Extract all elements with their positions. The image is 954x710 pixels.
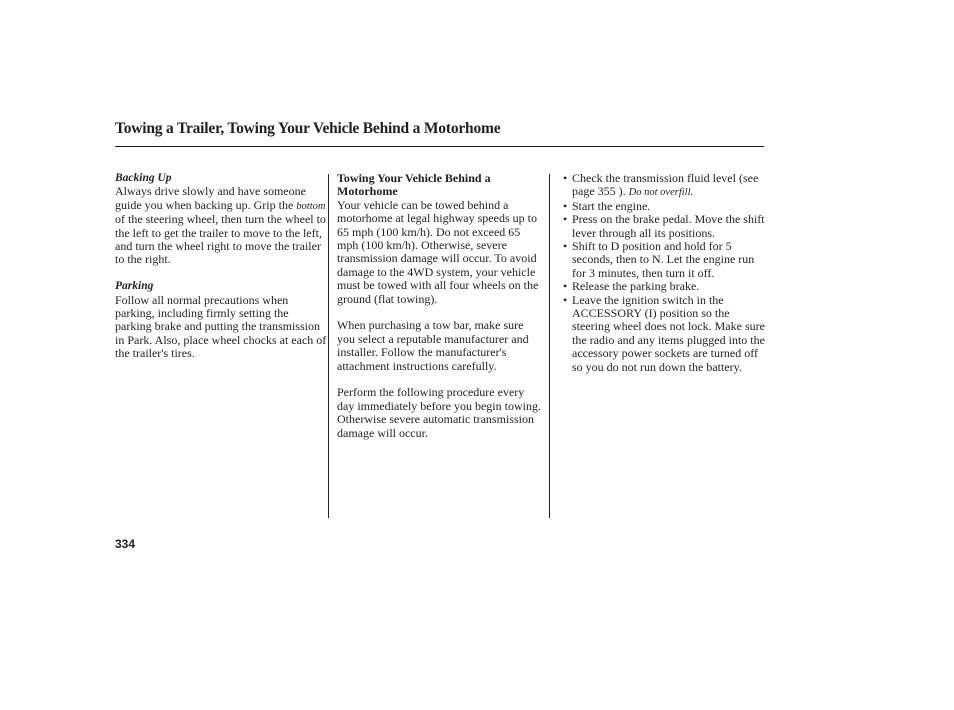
title-rule bbox=[115, 146, 764, 147]
backing-up-text-a: Always drive slowly and have someone guide you when backing up. Grip the bbox=[115, 184, 306, 212]
section-title: Towing a Trailer, Towing Your Vehicle Behind a Motorhome bbox=[115, 120, 501, 137]
parking-text: Follow all normal precautions when parking, including firmly setting the parking brake and putting the transmission in Park. Also, place wheel chocks at each of the trailer's tires. bbox=[115, 292, 327, 361]
procedure-step: • Shift to D position and hold for 5 seconds, then to N. Let the engine run for 3 minutes, then turn it off. bbox=[563, 240, 768, 280]
procedure-step: • Start the engine. bbox=[563, 200, 768, 213]
column-left bbox=[115, 172, 327, 361]
column-middle bbox=[337, 172, 542, 440]
column-divider-2 bbox=[549, 174, 550, 518]
column-right bbox=[563, 172, 768, 374]
procedure-list bbox=[563, 172, 768, 374]
column-divider-1 bbox=[328, 174, 329, 518]
parking-heading: Parking bbox=[115, 280, 154, 293]
procedure-step-1-text: Check the transmission fluid level (see page 355 ). bbox=[572, 171, 759, 199]
motorhome-towing-para-1: Your vehicle can be towed behind a motorhome at legal highway speeds up to 65 mph (100 km/h). Do not exceed 65 mph (100 km/h). Otherwise, severe transmission damage will occur. To avoid damage to the 4WD system, your vehicle must be towed with all four wheels on the ground (flat towing). bbox=[337, 197, 539, 306]
procedure-step: • Press on the brake pedal. Move the shift lever through all its positions. bbox=[563, 213, 768, 240]
motorhome-towing-para-2: When purchasing a tow bar, make sure you select a reputable manufacturer and installer. Follow the manufacturer's attachment instructions carefully. bbox=[337, 318, 529, 373]
procedure-step: • Leave the ignition switch in the ACCESSORY (I) position so the steering wheel does not lock. Make sure the radio and any items plugged into the accessory power sockets are turned off so you do not run down the battery. bbox=[563, 294, 768, 374]
page-number: 334 bbox=[115, 537, 136, 551]
backing-up-text-b: of the steering wheel, then turn the wheel to the left to get the trailer to move to the left, and turn the wheel right to move the trailer to the right. bbox=[115, 212, 326, 267]
procedure-step-1-emphasis: Do not overfill. bbox=[628, 187, 694, 199]
procedure-step: • Release the parking brake. bbox=[563, 280, 768, 293]
procedure-step bbox=[563, 172, 768, 200]
motorhome-towing-heading: Towing Your Vehicle Behind a Motorhome bbox=[337, 171, 491, 199]
motorhome-towing-para-3: Perform the following procedure every day immediately before you begin towing. Otherwise severe automatic transmission damage will occur. bbox=[337, 385, 541, 440]
backing-up-text bbox=[115, 185, 327, 266]
backing-up-heading: Backing Up bbox=[115, 172, 172, 184]
backing-up-text-emphasis: bottom bbox=[296, 200, 326, 212]
